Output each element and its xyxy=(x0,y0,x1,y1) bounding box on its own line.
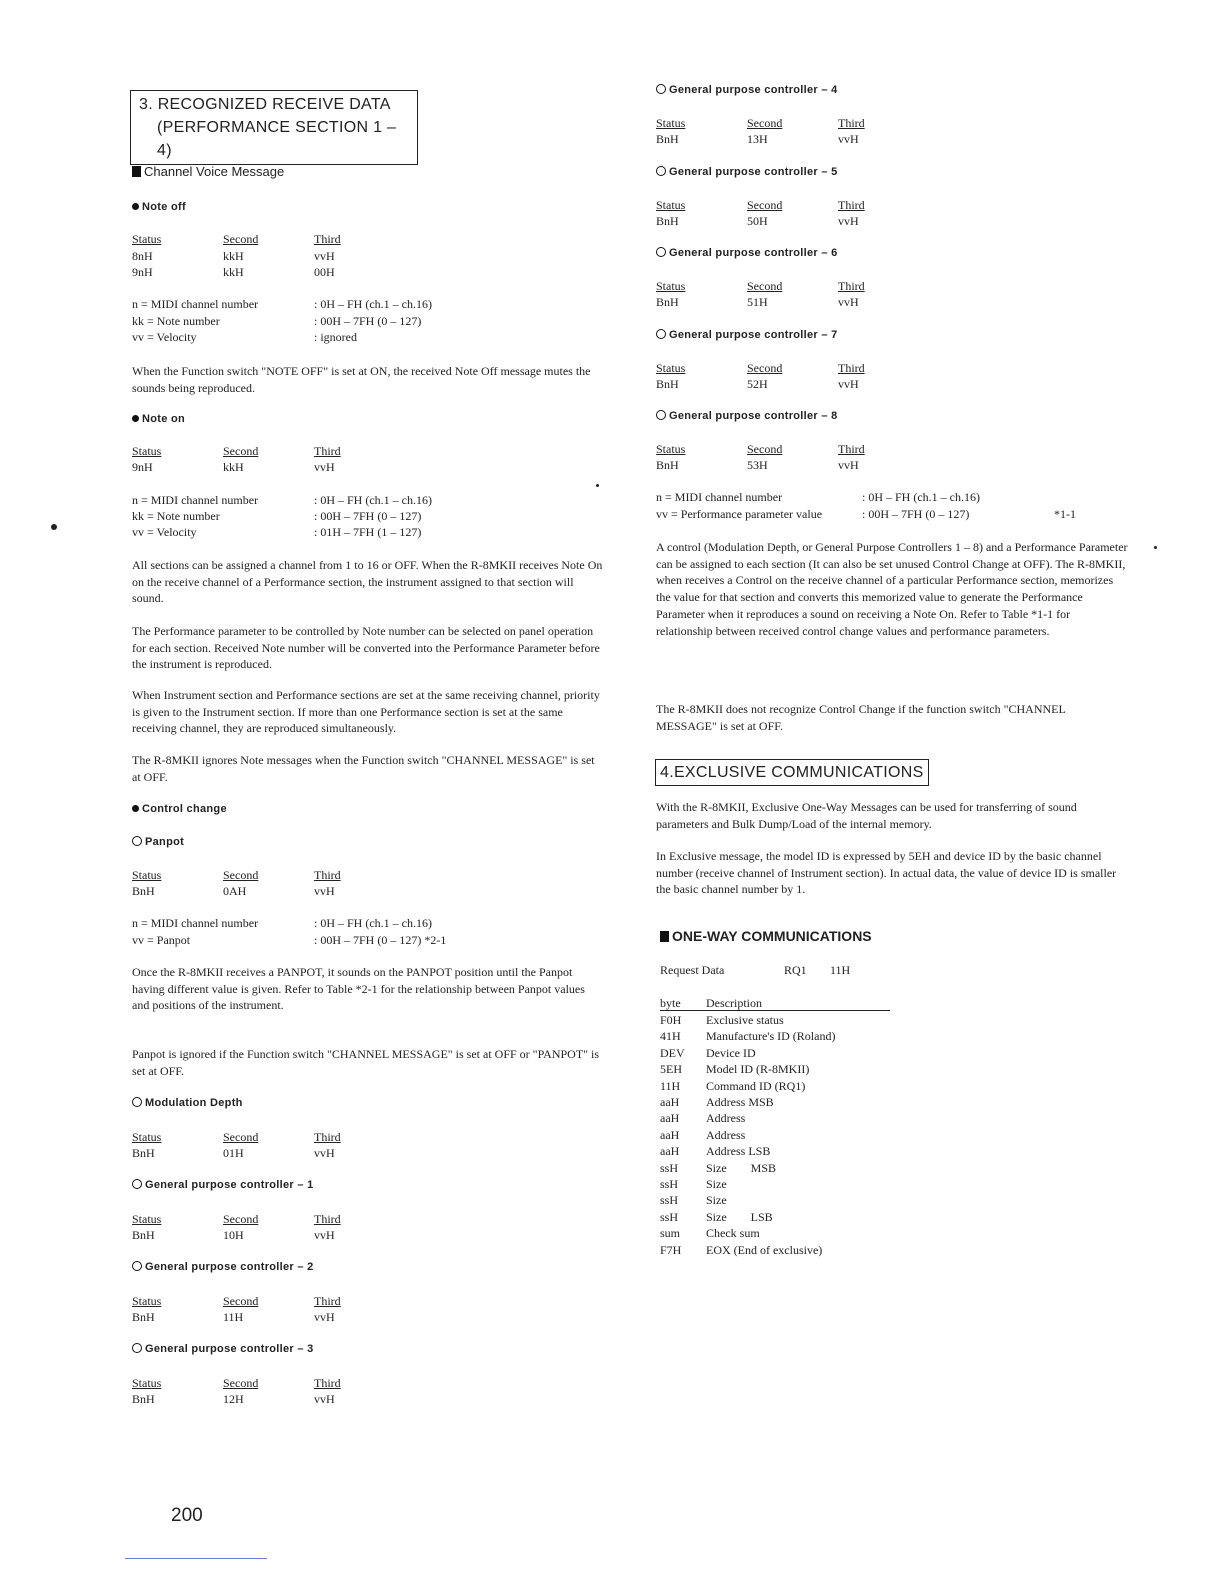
byte-code: ssH xyxy=(660,1177,679,1191)
table-cell: vvH xyxy=(314,1146,335,1160)
table-cell: vvH xyxy=(314,1228,335,1242)
panpot-header-third: Third xyxy=(314,868,341,882)
table-cell: vvH xyxy=(838,377,859,391)
table-cell: kkH xyxy=(223,460,244,474)
page-number: 200 xyxy=(171,1505,203,1526)
modulation-header-second: Second xyxy=(223,1130,259,1144)
table-cell: vvH xyxy=(838,458,859,472)
byte-code: 11H xyxy=(660,1078,681,1093)
byte-description: Size MSB xyxy=(706,1160,777,1175)
note-on-header-second: Second xyxy=(223,444,259,458)
definition-term: n = MIDI channel number xyxy=(656,490,783,504)
definition-value: : 0H – FH (ch.1 – ch.16) xyxy=(314,916,432,930)
byte-code: ssH xyxy=(660,1209,679,1224)
table-header-rule xyxy=(660,1010,890,1011)
circle-bullet-icon xyxy=(656,84,666,94)
square-bullet-icon xyxy=(660,931,669,942)
byte-description: Device ID xyxy=(706,1045,756,1060)
table-cell: 01H xyxy=(223,1146,244,1160)
bullet-dot-icon xyxy=(132,415,139,422)
table-cell: BnH xyxy=(656,295,679,309)
circle-bullet-icon xyxy=(656,166,666,176)
definition-term: n = MIDI channel number xyxy=(132,916,259,930)
circle-bullet-icon xyxy=(132,1097,142,1107)
note-off-header-third: Third xyxy=(314,232,341,246)
definition-value: : 01H – 7FH (1 – 127) xyxy=(314,525,422,539)
panpot-header-status: Status xyxy=(132,868,162,882)
definition-term: n = MIDI channel number xyxy=(132,297,259,311)
note-on-paragraph-2: The Performance parameter to be controlled by Note number can be selected on panel operation for each section. Received Note number will be converted into the Performance Parameter before the instrument is reproduced. xyxy=(132,624,600,672)
gpc1-header-third: Third xyxy=(314,1212,341,1226)
circle-bullet-icon xyxy=(132,1261,142,1271)
table-cell: 12H xyxy=(223,1392,244,1406)
gpc3-header-status: Status xyxy=(132,1376,162,1390)
exclusive-title-box xyxy=(655,759,929,786)
table-cell: vvH xyxy=(838,295,859,309)
table-cell: BnH xyxy=(132,1228,155,1242)
table-cell: 51H xyxy=(747,295,768,309)
square-bullet-icon xyxy=(132,166,141,177)
definition-value: : 0H – FH (ch.1 – ch.16) xyxy=(314,493,432,507)
gpc3-header-third: Third xyxy=(314,1376,341,1390)
exclusive-title: 4.EXCLUSIVE COMMUNICATIONS xyxy=(660,764,924,781)
table-cell: 50H xyxy=(747,214,768,228)
byte-code: ssH xyxy=(660,1160,679,1175)
channel-voice-heading xyxy=(132,164,284,179)
gpc8-header-third: Third xyxy=(838,442,865,456)
scan-dot xyxy=(596,484,599,487)
definition-note: *1-1 xyxy=(1054,507,1076,521)
gpc5-header-third: Third xyxy=(838,198,865,212)
byte-header: byte xyxy=(660,996,681,1010)
note-on-paragraph-1: All sections can be assigned a channel from 1 to 16 or OFF. When the R-8MKII receives Note On on the receive channel of a Performance section, the instrument assigned to that section will sound. xyxy=(132,558,603,606)
circle-bullet-icon xyxy=(656,247,666,257)
table-cell: vvH xyxy=(838,214,859,228)
table-cell: kkH xyxy=(223,249,244,263)
gpc6-header-status: Status xyxy=(656,279,686,293)
control-paragraph-2: The R-8MKII does not recognize Control Change if the function switch "CHANNEL MESSAGE" is set at OFF. xyxy=(656,702,1066,733)
exclusive-paragraph-1: With the R-8MKII, Exclusive One-Way Messages can be used for transferring of sound parameters and Bulk Dump/Load of the internal memory. xyxy=(656,800,1077,831)
table-cell: vvH xyxy=(838,132,859,146)
request-label: Request Data xyxy=(660,963,725,977)
gpc2-header-status: Status xyxy=(132,1294,162,1308)
panpot-header-second: Second xyxy=(223,868,259,882)
definition-term: vv = Performance parameter value xyxy=(656,507,823,521)
definition-value: : 00H – 7FH (0 – 127) xyxy=(314,314,422,328)
byte-description: Address xyxy=(706,1127,746,1142)
byte-code: aaH xyxy=(660,1111,680,1126)
panpot-paragraph-2: Panpot is ignored if the Function switch "CHANNEL MESSAGE" is set at OFF or "PANPOT" is set at OFF. xyxy=(132,1047,600,1078)
definition-term: kk = Note number xyxy=(132,314,220,328)
byte-description: Manufacture's ID (Roland) xyxy=(706,1029,836,1044)
gpc3-heading: General purpose controller – 3 xyxy=(132,1343,314,1355)
gpc1-header-second: Second xyxy=(223,1212,259,1226)
table-cell: BnH xyxy=(656,377,679,391)
definition-term: vv = Velocity xyxy=(132,525,197,539)
byte-code: F7H xyxy=(660,1242,682,1257)
byte-description: Model ID (R-8MKII) xyxy=(706,1062,810,1077)
modulation-header-status: Status xyxy=(132,1130,162,1144)
definition-value: : 00H – 7FH (0 – 127) xyxy=(314,509,422,523)
table-cell: 9nH xyxy=(132,265,153,279)
byte-code: DEV xyxy=(660,1045,685,1060)
table-cell: 0AH xyxy=(223,884,247,898)
table-cell: kkH xyxy=(223,265,244,279)
table-cell: BnH xyxy=(656,458,679,472)
byte-description: Size LSB xyxy=(706,1209,773,1224)
bullet-dot-icon xyxy=(132,203,139,210)
panpot-heading: Panpot xyxy=(132,836,184,848)
gpc4-header-third: Third xyxy=(838,116,865,130)
gpc8-header-status: Status xyxy=(656,442,686,456)
table-cell: 9nH xyxy=(132,460,153,474)
table-cell: vvH xyxy=(314,460,335,474)
gpc7-header-status: Status xyxy=(656,361,686,375)
definition-term: vv = Velocity xyxy=(132,330,197,344)
modulation-heading: Modulation Depth xyxy=(132,1097,243,1109)
gpc2-heading: General purpose controller – 2 xyxy=(132,1261,314,1273)
byte-code: aaH xyxy=(660,1095,680,1109)
table-cell: BnH xyxy=(132,884,155,898)
byte-description: Size xyxy=(706,1177,727,1191)
control-change-heading: Control change xyxy=(132,803,227,815)
byte-description: EOX (End of exclusive) xyxy=(706,1242,823,1257)
byte-code: 41H xyxy=(660,1029,681,1044)
definition-value: : 00H – 7FH (0 – 127) xyxy=(862,507,970,521)
gpc6-heading: General purpose controller – 6 xyxy=(656,247,838,259)
table-cell: 52H xyxy=(747,377,768,391)
footer-rule xyxy=(125,1558,267,1559)
table-cell: vvH xyxy=(314,1392,335,1406)
request-value: 11H xyxy=(830,963,851,977)
gpc7-heading: General purpose controller – 7 xyxy=(656,329,838,341)
circle-bullet-icon xyxy=(132,1343,142,1353)
byte-code: ssH xyxy=(660,1193,679,1208)
definition-term: vv = Panpot xyxy=(132,933,191,947)
byte-description: Size xyxy=(706,1193,727,1208)
gpc7-header-second: Second xyxy=(747,361,783,375)
byte-code: sum xyxy=(660,1226,681,1241)
circle-bullet-icon xyxy=(656,410,666,420)
circle-bullet-icon xyxy=(656,329,666,339)
section-title-line2: (PERFORMANCE SECTION 1 – 4) xyxy=(157,119,397,159)
note-on-heading: Note on xyxy=(132,413,185,425)
byte-code: F0H xyxy=(660,1013,682,1027)
definition-value: : ignored xyxy=(314,330,357,344)
gpc1-header-status: Status xyxy=(132,1212,162,1226)
description-header: Description xyxy=(706,996,762,1010)
table-cell: BnH xyxy=(132,1146,155,1160)
gpc6-header-third: Third xyxy=(838,279,865,293)
table-cell: 53H xyxy=(747,458,768,472)
byte-description: Address xyxy=(706,1111,746,1126)
byte-description: Address LSB xyxy=(706,1144,771,1159)
gpc4-header-second: Second xyxy=(747,116,783,130)
table-cell: BnH xyxy=(656,214,679,228)
table-cell: 11H xyxy=(223,1310,244,1324)
gpc1-heading: General purpose controller – 1 xyxy=(132,1179,314,1191)
scan-dot xyxy=(1154,546,1157,549)
scan-dot xyxy=(51,524,57,530)
table-cell: BnH xyxy=(656,132,679,146)
table-cell: 10H xyxy=(223,1228,244,1242)
table-cell: BnH xyxy=(132,1310,155,1324)
table-cell: vvH xyxy=(314,884,335,898)
table-cell: 8nH xyxy=(132,249,153,263)
table-cell: BnH xyxy=(132,1392,155,1406)
definition-value: : 0H – FH (ch.1 – ch.16) xyxy=(862,490,980,504)
gpc5-heading: General purpose controller – 5 xyxy=(656,166,838,178)
byte-code: aaH xyxy=(660,1144,680,1159)
byte-description: Exclusive status xyxy=(706,1013,784,1027)
note-off-paragraph: When the Function switch "NOTE OFF" is set at ON, the received Note Off message mutes the sounds being reproduced. xyxy=(132,364,591,395)
definition-term: kk = Note number xyxy=(132,509,220,523)
gpc4-heading: General purpose controller – 4 xyxy=(656,84,838,96)
gpc5-header-second: Second xyxy=(747,198,783,212)
definition-value: : 0H – FH (ch.1 – ch.16) xyxy=(314,297,432,311)
section-title-box xyxy=(130,90,418,165)
gpc4-header-status: Status xyxy=(656,116,686,130)
gpc3-header-second: Second xyxy=(223,1376,259,1390)
control-paragraph-1: A control (Modulation Depth, or General Purpose Controllers 1 – 8) and a Performance Parameter can be assigned to each section (It can also be set unused Control Change at OFF). The R-8MKII, when receives a Control on the receive channel of a particular Performance section, memorizes the value for that section and converts this memorized value to generate the Performance Parameter when it reproduces a sound on receiving a Note On. Refer to Table *1-1 for relationship between received control change values and performance parameters. xyxy=(656,540,1128,638)
note-on-paragraph-4: The R-8MKII ignores Note messages when the Function switch "CHANNEL MESSAGE" is set at OFF. xyxy=(132,753,595,784)
gpc8-heading: General purpose controller – 8 xyxy=(656,410,838,422)
table-cell: 13H xyxy=(747,132,768,146)
gpc2-header-second: Second xyxy=(223,1294,259,1308)
oneway-heading: ONE-WAY COMMUNICATIONS xyxy=(660,928,872,944)
definition-value: : 00H – 7FH (0 – 127) *2-1 xyxy=(314,933,447,947)
note-on-header-third: Third xyxy=(314,444,341,458)
definition-term: n = MIDI channel number xyxy=(132,493,259,507)
note-on-header-status: Status xyxy=(132,444,162,458)
modulation-header-third: Third xyxy=(314,1130,341,1144)
note-off-heading: Note off xyxy=(132,201,186,213)
byte-description: Command ID (RQ1) xyxy=(706,1078,806,1093)
table-cell: vvH xyxy=(314,1310,335,1324)
table-cell: vvH xyxy=(314,249,335,263)
table-cell: 00H xyxy=(314,265,335,279)
byte-description: Address MSB xyxy=(706,1095,774,1109)
gpc7-header-third: Third xyxy=(838,361,865,375)
channel-voice-label: Channel Voice Message xyxy=(144,164,285,179)
gpc6-header-second: Second xyxy=(747,279,783,293)
circle-bullet-icon xyxy=(132,1179,142,1189)
gpc8-header-second: Second xyxy=(747,442,783,456)
panpot-paragraph-1: Once the R-8MKII receives a PANPOT, it sounds on the PANPOT position until the Panpot having different value is given. Refer to Table *2-1 for the relationship between Panpot values and positions of the instrument. xyxy=(132,965,585,1013)
note-off-header-second: Second xyxy=(223,232,259,246)
section-title-line1: 3. RECOGNIZED RECEIVE DATA xyxy=(139,96,391,113)
byte-code: 5EH xyxy=(660,1062,682,1077)
request-code: RQ1 xyxy=(784,963,807,977)
note-on-paragraph-3: When Instrument section and Performance sections are set at the same receiving channel, priority is given to the Instrument section. If more than one Performance section is set at the same receiving channel, they are reproduced simultaneously. xyxy=(132,688,600,736)
exclusive-paragraph-2: In Exclusive message, the model ID is expressed by 5EH and device ID by the basic channel number (receive channel of Instrument section). In actual data, the value of device ID is smaller the basic channel number by 1. xyxy=(656,849,1117,897)
gpc5-header-status: Status xyxy=(656,198,686,212)
note-off-header-status: Status xyxy=(132,232,162,246)
gpc2-header-third: Third xyxy=(314,1294,341,1308)
byte-description: Check sum xyxy=(706,1226,760,1241)
byte-code: aaH xyxy=(660,1127,680,1142)
bullet-dot-icon xyxy=(132,805,139,812)
circle-bullet-icon xyxy=(132,836,142,846)
